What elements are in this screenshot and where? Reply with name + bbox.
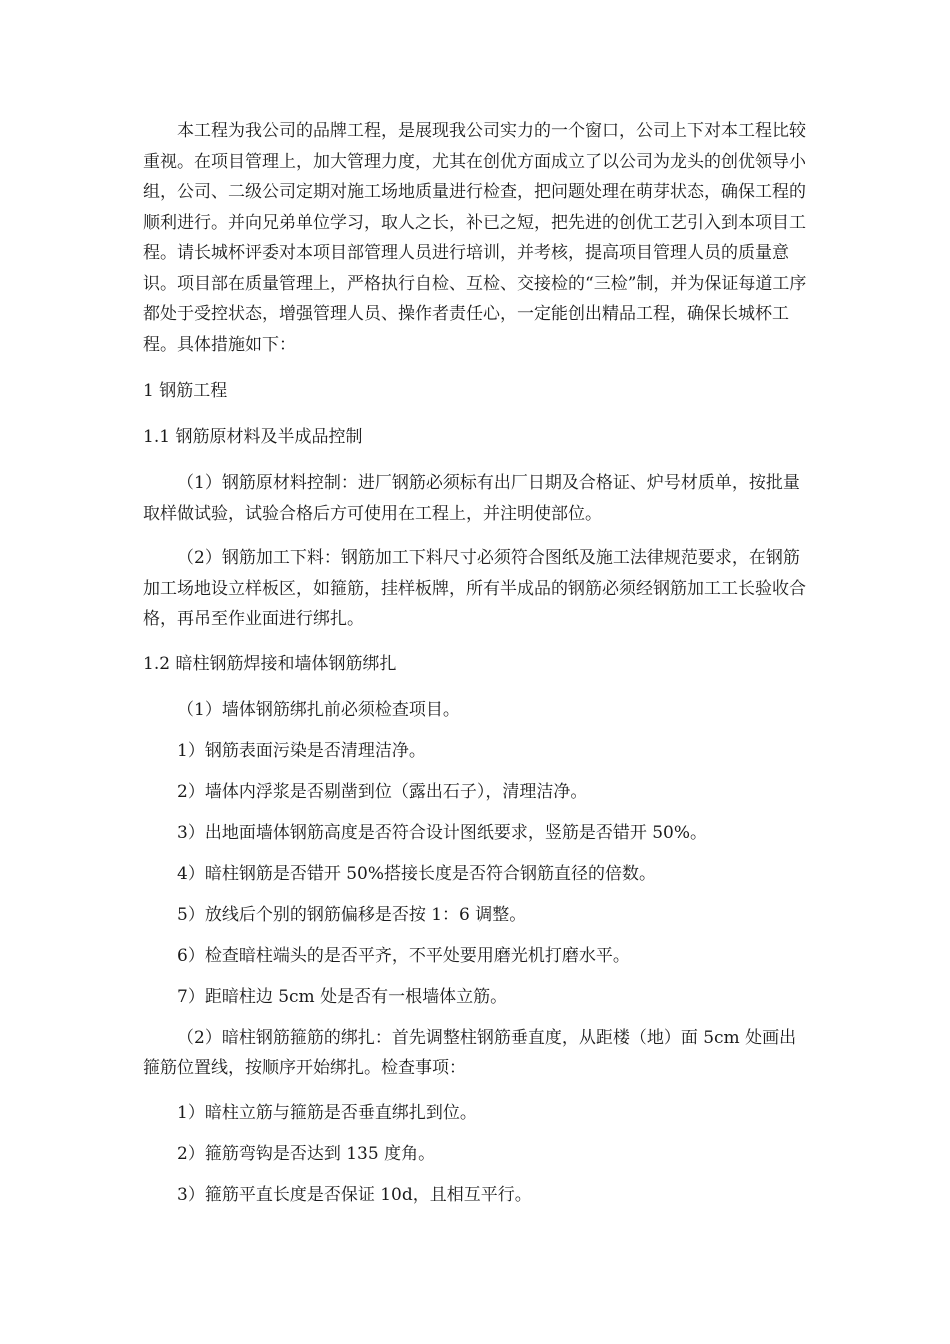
list-item: 2）箍筋弯钩是否达到 135 度角。 [177, 1143, 436, 1164]
list-item: 3）箍筋平直长度是否保证 10d，且相互平行。 [177, 1184, 532, 1205]
list-item: 6）检查暗柱端头的是否平齐，不平处要用磨光机打磨水平。 [177, 945, 630, 966]
check-items-intro: （1）墙体钢筋绑扎前必须检查项目。 [177, 699, 460, 720]
list-item: 7）距暗柱边 5cm 处是否有一根墙体立筋。 [177, 986, 508, 1007]
list-item: 3）出地面墙体钢筋高度是否符合设计图纸要求，竖筋是否错开 50%。 [177, 822, 708, 843]
list-item: 5）放线后个别的钢筋偏移是否按 1：6 调整。 [177, 904, 527, 925]
intro-paragraph: 本工程为我公司的品牌工程，是展现我公司实力的一个窗口，公司上下对本工程比较重视。在项目管理上，加大管理力度，尤其在创优方面成立了以公司为龙头的创优领导小组，公司、二级公司定期对施工场地质量进行检查，把问题处理在萌芽状态，确保工程的顺利进行。并向兄弟单位学习，取人之长，补已之短，把先进的创优工艺引入到本项目工程。请长城杯评委对本项目部管理人员进行培训，并考核，提高项目管理人员的质量意识。项目部在质量管理上，严格执行自检、互检、交接检的“三检”制，并为保证每道工序都处于受控状态，增强管理人员、操作者责任心，一定能创出精品工程，确保长城杯工程。具体措施如下： [143, 121, 807, 355]
material-control-paragraph: （1）钢筋原材料控制：进厂钢筋必须标有出厂日期及合格证、炉号材质单，按批量取样做试验，试验合格后方可使用在工程上，并注明使部位。 [143, 473, 800, 524]
section-heading-1-1: 1.1 钢筋原材料及半成品控制 [143, 427, 363, 447]
cutting-paragraph: （2）钢筋加工下料：钢筋加工下料尺寸必须符合图纸及施工法律规范要求，在钢筋加工场地设立样板区，如箍筋，挂样板牌，所有半成品的钢筋必须经钢筋加工工长验收合格，再吊至作业面进行绑扎。 [143, 548, 806, 629]
list-item: 2）墙体内浮浆是否剔凿到位（露出石子），清理洁净。 [177, 781, 588, 802]
stirrup-paragraph: （2）暗柱钢筋箍筋的绑扎：首先调整柱钢筋垂直度，从距楼（地）面 5cm 处画出箍筋位置线，按顺序开始绑扎。检查事项： [143, 1027, 797, 1078]
list-item: 1）暗柱立筋与箍筋是否垂直绑扎到位。 [177, 1102, 477, 1123]
list-item: 1）钢筋表面污染是否清理洁净。 [177, 740, 426, 761]
section-heading-1: 1 钢筋工程 [143, 381, 228, 401]
list-item: 4）暗柱钢筋是否错开 50%搭接长度是否符合钢筋直径的倍数。 [177, 863, 657, 884]
section-heading-1-2: 1.2 暗柱钢筋焊接和墙体钢筋绑扎 [143, 653, 397, 674]
document-body [143, 116, 807, 1221]
